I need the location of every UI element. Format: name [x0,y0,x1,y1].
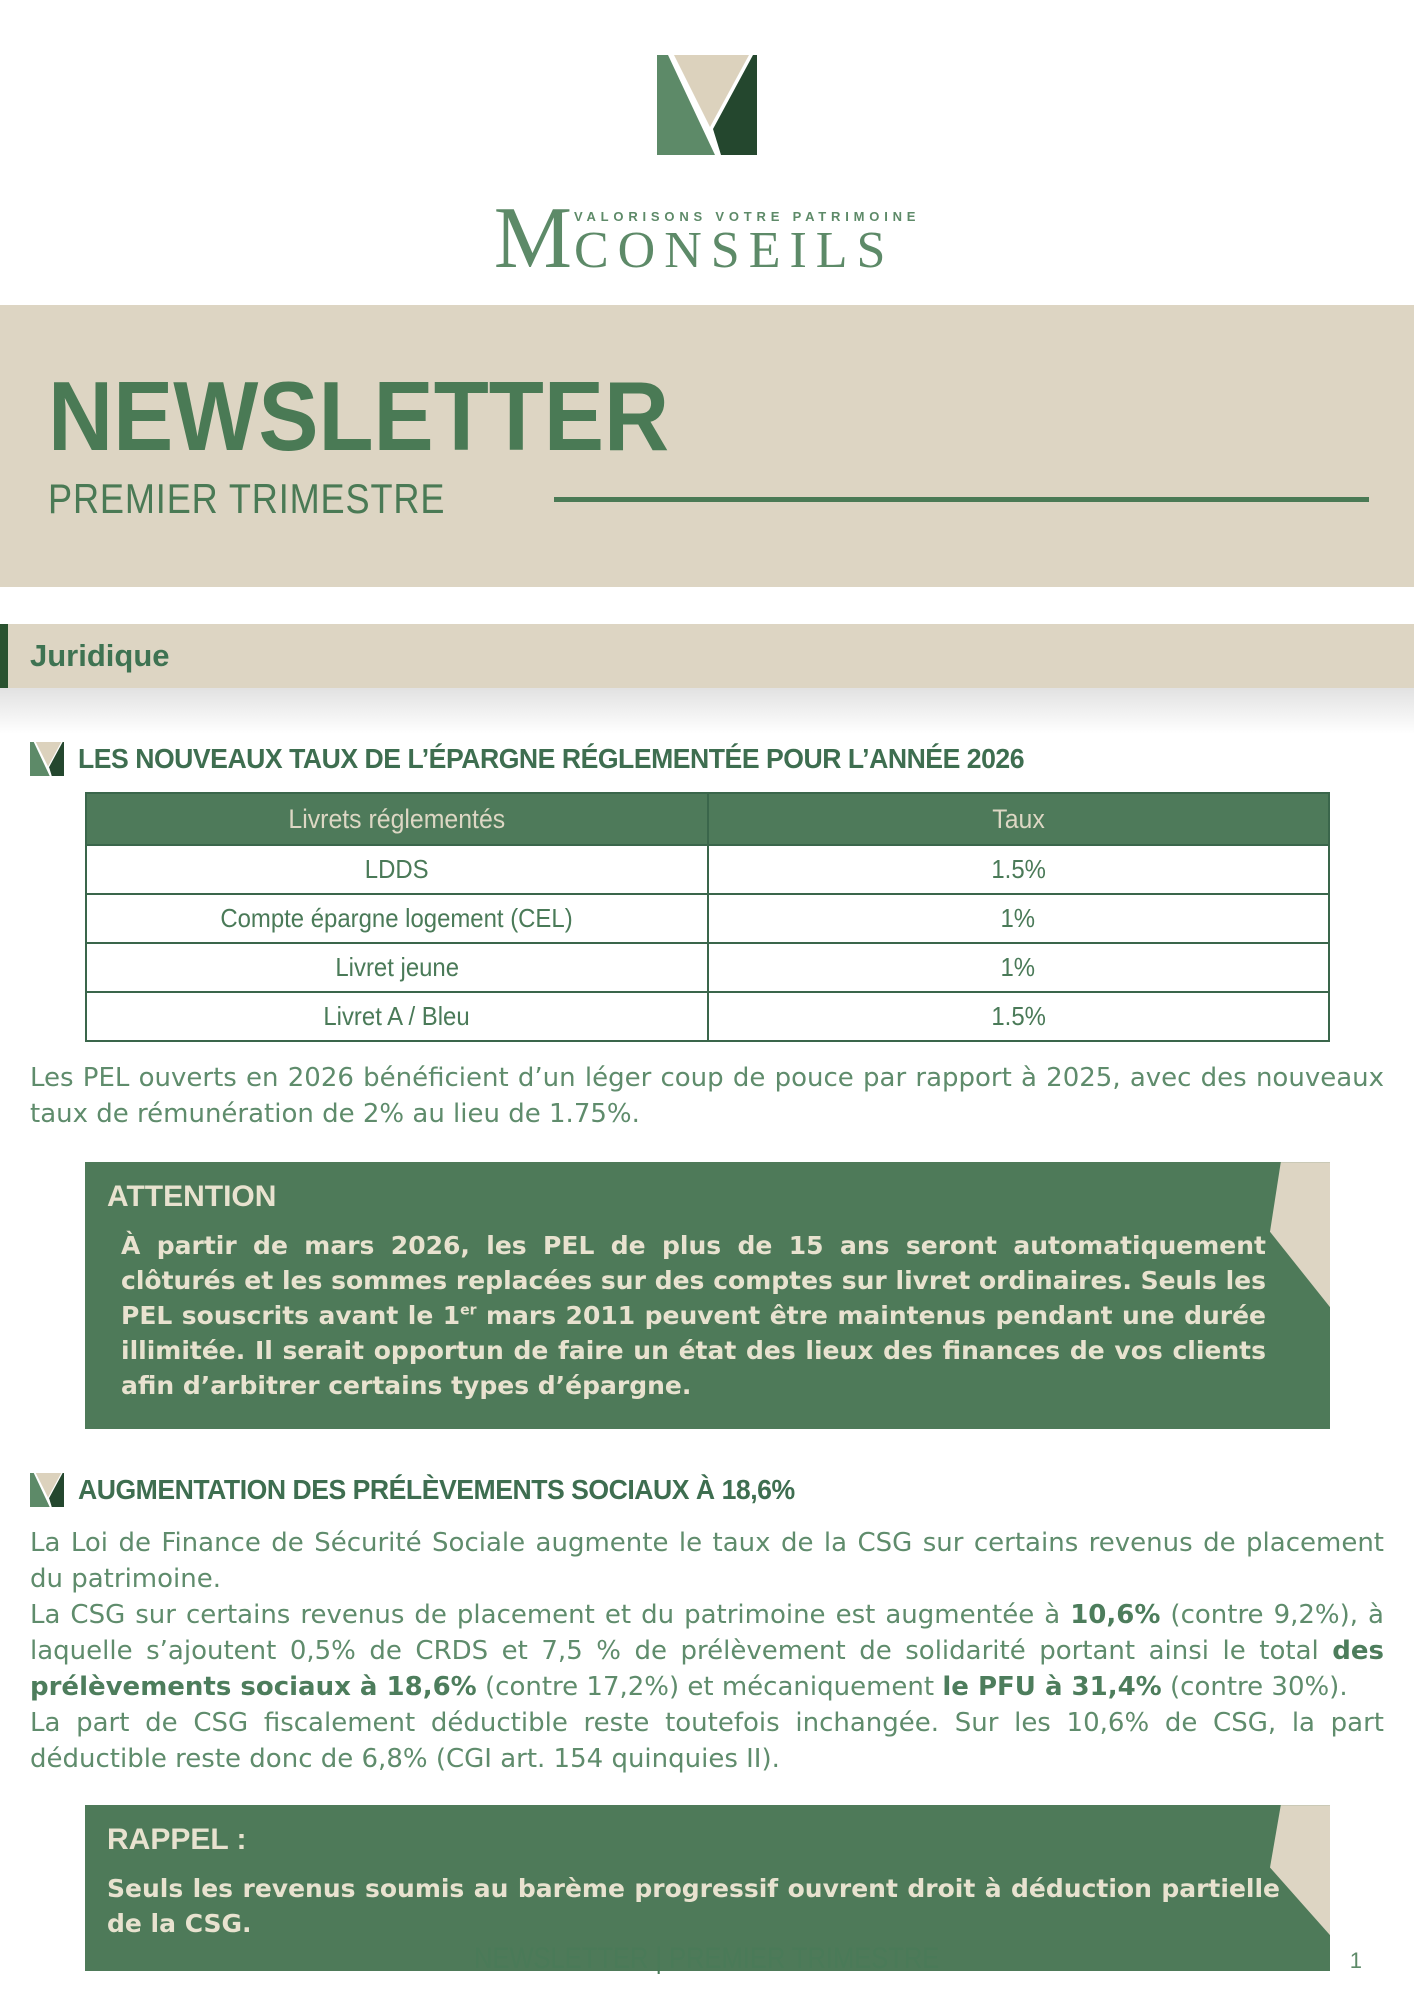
attention-title: ATTENTION [107,1180,277,1214]
brand-letter-m: M [493,190,570,287]
juridique-band [0,624,1414,688]
table-row [86,943,1329,992]
table-row [86,992,1329,1041]
section-heading-social [30,1473,1414,1507]
table-cell-livret: Livret jeune [86,943,708,992]
attention-body: À partir de mars 2026, les PEL de plus de 15 ans seront automatiquement clôturés et les sommes replacées sur des comptes sur livret ordinaires. Seuls les PEL souscrits avant le 1er mars 2011 peuvent être maintenus pendant une durée illimitée. Il serait opportun de faire un état des lieux des finances de vos clients afin d’arbitrer certains types d’épargne. [121,1231,1266,1401]
table-cell-taux: 1% [708,943,1330,992]
attention-box [85,1162,1330,1429]
brand-header [0,0,1414,287]
table-cell-taux: 1.5% [708,992,1330,1041]
csg-paragraphs [30,1525,1384,1777]
table-cell-livret: LDDS [86,845,708,894]
csg-paragraph-3: La part de CSG fiscalement déductible reste toutefois inchangée. Sur les 10,6% de CSG, la part déductible reste donc de 6,8% (CGI art. 154 quinquies II). [30,1708,1384,1775]
mini-logo-icon [30,742,64,776]
title-banner [0,305,1414,587]
mini-logo-icon [30,1473,64,1507]
table-cell-taux: 1% [708,894,1330,943]
brand-name: CONSEILS [573,221,895,279]
brand-logo-icon [657,55,757,155]
superscript-er: er [460,1302,477,1319]
brand-tagline: VALORISONS VOTRE PATRIMOINE [573,208,921,224]
newsletter-title: NEWSLETTER [48,361,670,472]
table-header-livrets: Livrets réglementés [86,793,708,845]
csg-paragraph-1: La Loi de Finance de Sécurité Sociale augmente le taux de la CSG sur certains revenus de placement du patrimoine. [30,1528,1384,1595]
rates-table [85,792,1330,1042]
band-shadow [0,688,1414,734]
juridique-label: Juridique [30,638,170,674]
table-row [86,894,1329,943]
ribbon-notch-icon [1270,1162,1330,1307]
subtitle-rule [554,497,1369,502]
section-heading-savings [30,742,1414,776]
social-heading-text: AUGMENTATION DES PRÉLÈVEMENTS SOCIAUX À 18,6% [78,1474,795,1506]
savings-heading-text: LES NOUVEAUX TAUX DE L’ÉPARGNE RÉGLEMENTÉE POUR L’ANNÉE 2026 [78,743,1025,775]
table-cell-livret: Compte épargne logement (CEL) [86,894,708,943]
table-cell-livret: Livret A / Bleu [86,992,708,1041]
newsletter-subtitle: PREMIER TRIMESTRE [48,475,446,523]
csg-paragraph-2: La CSG sur certains revenus de placement et du patrimoine est augmentée à 10,6% (contre 9,2%), à laquelle s’ajoutent 0,5% de CRDS et 7,5 % de prélèvement de solidarité portant ainsi le total des prélèvements sociaux à 18,6% (contre 17,2%) et mécaniquement le PFU à 31,4% (contre 30%). [30,1600,1384,1703]
page-number: 1 [1349,1948,1362,1973]
rappel-body: Seuls les revenus soumis au barème progressif ouvrent droit à déduction partielle de la CSG. [107,1874,1280,1939]
table-header-taux: Taux [708,793,1330,845]
newsletter-subtitle-row [48,475,1369,523]
brand-wordmark [493,190,921,287]
table-cell-taux: 1.5% [708,845,1330,894]
footer-text: NEWSLETTER | PREMIER TRIMESTRE [474,1942,940,1975]
table-row [86,845,1329,894]
table-header-row [86,793,1329,845]
rappel-title: RAPPEL : [107,1823,247,1857]
pel-paragraph: Les PEL ouverts en 2026 bénéficient d’un léger coup de pouce par rapport à 2025, avec des nouveaux taux de rémunération de 2% au lieu de 1.75%. [30,1063,1384,1130]
